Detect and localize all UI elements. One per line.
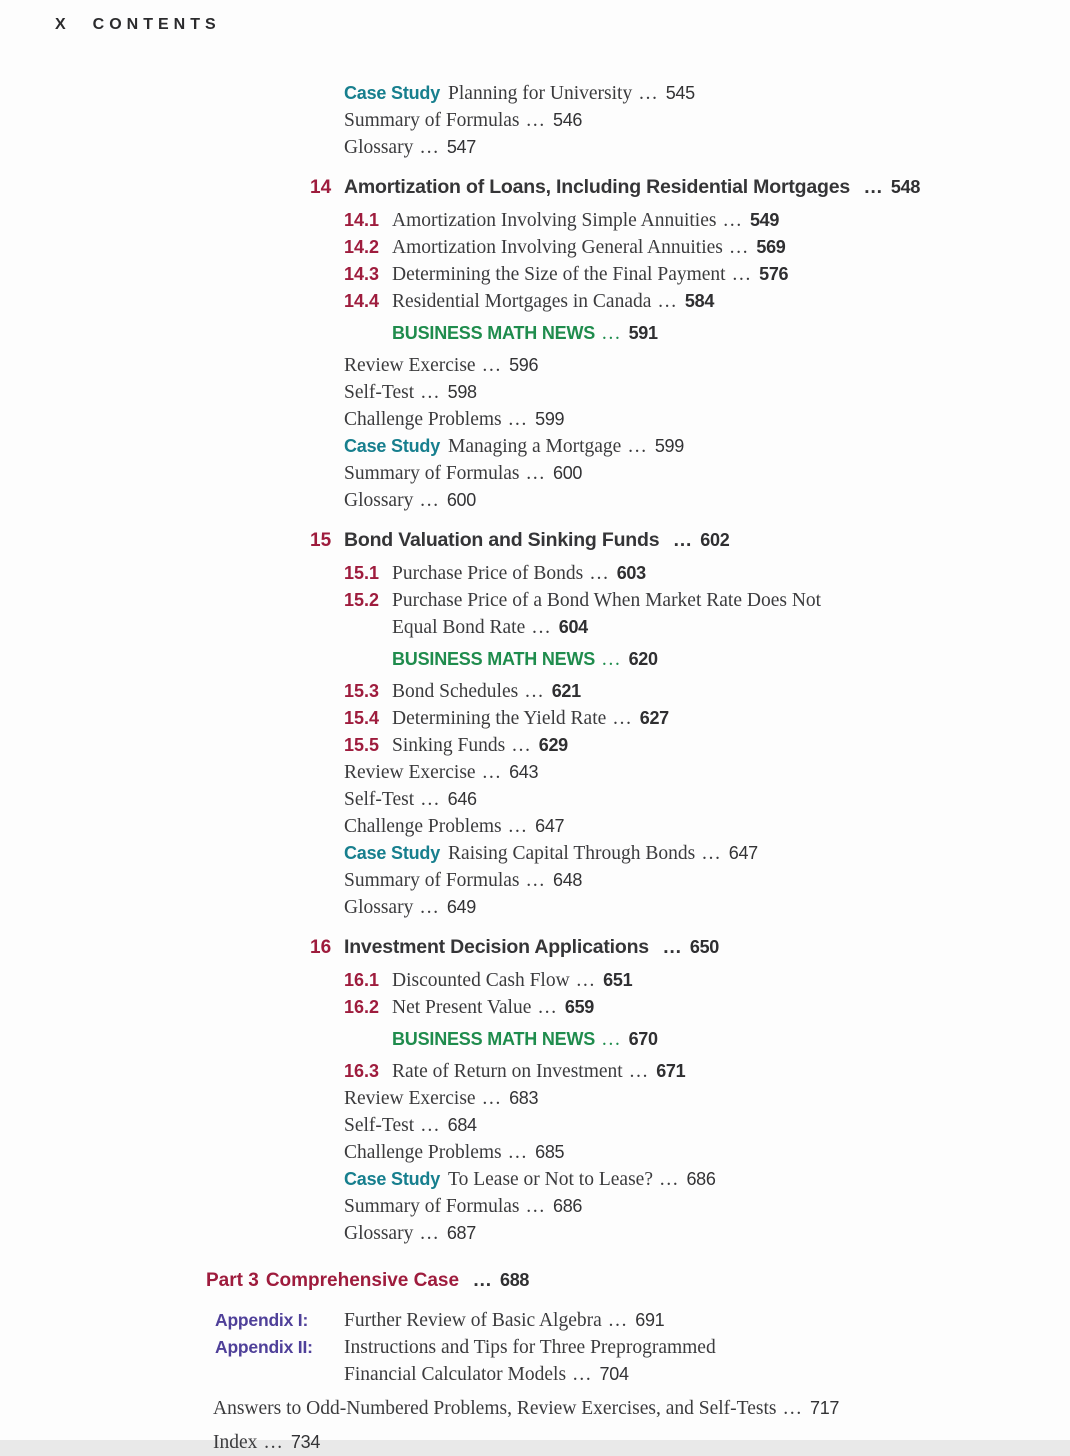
page-number: 596 <box>509 355 539 375</box>
toc-entry <box>344 107 1070 134</box>
business-math-news-label: BUSINESS MATH NEWS <box>392 1029 596 1049</box>
case-study-label: Case Study <box>344 1169 441 1189</box>
toc-section-entry <box>344 234 1070 261</box>
leader-dots: … <box>263 1432 285 1453</box>
toc-entry-label: Challenge Problems <box>344 1142 502 1163</box>
appendix-entry <box>215 1307 1070 1334</box>
page-number: 600 <box>553 463 583 483</box>
page-number: 604 <box>558 617 588 637</box>
toc-entry <box>344 379 1070 406</box>
toc-section-entry <box>344 1058 1070 1085</box>
page-number: 603 <box>616 563 646 583</box>
page-number: 686 <box>686 1169 716 1189</box>
chapter-number: 15 <box>310 530 332 551</box>
leader-dots: … <box>628 1061 651 1082</box>
business-math-news-label: BUSINESS MATH NEWS <box>392 649 596 669</box>
toc-entry <box>344 1085 1070 1112</box>
toc-entry-label: Glossary <box>344 490 414 511</box>
section-label: Bond Schedules <box>392 681 519 702</box>
toc-section-entry <box>344 732 1070 759</box>
leader-dots: … <box>419 137 441 158</box>
toc-entry <box>344 894 1070 921</box>
page-number: 647 <box>535 816 565 836</box>
appendix-label: Appendix I: <box>215 1310 309 1330</box>
appendix-text: Instructions and Tips for Three Preprogrammed <box>344 1337 716 1358</box>
toc-entry-label: Raising Capital Through Bonds <box>448 843 696 864</box>
leader-dots: … <box>465 1269 494 1291</box>
toc-entry-label: Review Exercise <box>344 355 476 376</box>
page-number: 688 <box>499 1270 530 1290</box>
business-math-news-entry <box>392 320 1070 347</box>
section-label: Purchase Price of Bonds <box>392 563 584 584</box>
toc-entry-label: Review Exercise <box>344 1088 476 1109</box>
toc-entry <box>344 406 1070 433</box>
toc-entry-label: Self-Test <box>344 1115 415 1136</box>
page-number: 649 <box>446 897 476 917</box>
leader-dots: … <box>575 970 598 991</box>
page-number: 691 <box>635 1310 665 1330</box>
toc-section-entry-continued <box>392 614 1070 641</box>
page-number: 659 <box>564 997 594 1017</box>
section-number: 15.3 <box>344 681 380 701</box>
toc-entry <box>344 786 1070 813</box>
page-number: 683 <box>509 1088 539 1108</box>
toc-entry-label: Planning for University <box>448 83 633 104</box>
toc-entry-label: Challenge Problems <box>344 816 502 837</box>
toc-entry <box>344 1220 1070 1247</box>
toc-entry-label: Challenge Problems <box>344 409 502 430</box>
leader-dots: … <box>612 708 634 729</box>
toc-chapter-heading <box>310 934 1070 961</box>
toc-entry <box>344 759 1070 786</box>
leader-dots: … <box>507 816 530 837</box>
toc-plain-entry <box>213 1395 1070 1422</box>
leader-dots: … <box>420 382 442 403</box>
section-label: Residential Mortgages in Canada <box>392 291 652 312</box>
section-number: 16.2 <box>344 997 380 1017</box>
section-label: Purchase Price of a Bond When Market Rate Does Not <box>392 590 822 611</box>
page-number: 546 <box>553 110 583 130</box>
toc-entry <box>344 1193 1070 1220</box>
page-number: 704 <box>599 1364 629 1384</box>
page-number: 599 <box>535 409 565 429</box>
page-number: 591 <box>628 323 658 343</box>
leader-dots: … <box>525 463 547 484</box>
toc-section-entry <box>344 967 1070 994</box>
toc-entry-label: Answers to Odd-Numbered Problems, Review Exercises, and Self-Tests <box>213 1398 777 1419</box>
leader-dots: … <box>537 997 559 1018</box>
page-number: 549 <box>749 210 780 230</box>
case-study-entry <box>344 840 1070 867</box>
leader-dots: … <box>627 436 649 457</box>
toc-entry-label: Review Exercise <box>344 762 476 783</box>
toc-entry <box>344 867 1070 894</box>
part-heading <box>206 1267 1070 1294</box>
page-number: 629 <box>538 735 568 755</box>
page-number: 717 <box>809 1398 840 1418</box>
page-number: 569 <box>756 237 786 257</box>
page-header <box>55 16 221 34</box>
toc-entry-label: Summary of Formulas <box>344 110 520 131</box>
toc-entry <box>344 1112 1070 1139</box>
section-number: 15.1 <box>344 563 380 583</box>
section-label: Equal Bond Rate <box>392 617 526 638</box>
page-number: 646 <box>447 789 477 809</box>
leader-dots: … <box>572 1364 594 1385</box>
leader-dots: … <box>601 649 623 670</box>
appendix-text: Financial Calculator Models <box>344 1364 567 1385</box>
leader-dots: … <box>420 1115 442 1136</box>
page-number: 621 <box>551 681 581 701</box>
case-study-entry <box>344 80 1070 107</box>
section-number: 16.3 <box>344 1061 380 1081</box>
leader-dots: … <box>481 355 504 376</box>
toc-section-entry <box>344 705 1070 732</box>
section-number: 14.1 <box>344 210 380 230</box>
appendix-text: Further Review of Basic Algebra <box>344 1310 602 1331</box>
page-number: 670 <box>628 1029 658 1049</box>
section-number: 15.4 <box>344 708 380 728</box>
leader-dots: … <box>525 110 547 131</box>
toc-entry <box>344 813 1070 840</box>
toc-section-entry <box>344 288 1070 315</box>
leader-dots: … <box>731 264 754 285</box>
chapter-title: Bond Valuation and Sinking Funds <box>344 529 660 551</box>
appendix-entry-continued <box>344 1361 1070 1388</box>
case-study-label: Case Study <box>344 843 441 863</box>
toc-entry-label: Summary of Formulas <box>344 1196 520 1217</box>
section-label: Determining the Size of the Final Payment <box>392 264 726 285</box>
toc-section-entry <box>344 994 1070 1021</box>
page-number: 643 <box>509 762 539 782</box>
leader-dots: … <box>507 409 530 430</box>
page-number: 602 <box>700 530 730 550</box>
leader-dots: … <box>481 1088 504 1109</box>
leader-dots: … <box>607 1310 630 1331</box>
chapter-title: Amortization of Loans, Including Residential Mortgages <box>344 176 850 198</box>
leader-dots: … <box>658 1169 681 1190</box>
business-math-news-label: BUSINESS MATH NEWS <box>392 323 596 343</box>
toc-entry-label: Managing a Mortgage <box>448 436 622 457</box>
leader-dots: … <box>654 936 684 958</box>
leader-dots: … <box>782 1398 804 1419</box>
leader-dots: … <box>419 897 441 918</box>
part-number: Part 3 <box>206 1270 259 1291</box>
leader-dots: … <box>728 237 751 258</box>
toc-section-entry <box>344 207 1070 234</box>
section-label: Sinking Funds <box>392 735 506 756</box>
leader-dots: … <box>601 323 623 344</box>
page-number: 599 <box>654 436 684 456</box>
leader-dots: … <box>601 1029 623 1050</box>
toc-entry-label: Glossary <box>344 897 414 918</box>
leader-dots: … <box>531 617 553 638</box>
page-number-label: X <box>55 16 67 33</box>
toc-entry-label: Self-Test <box>344 382 415 403</box>
page-number: 687 <box>446 1223 476 1243</box>
page-number: 648 <box>553 870 583 890</box>
leader-dots: … <box>701 843 723 864</box>
toc-chapter-heading <box>310 174 1070 201</box>
table-of-contents <box>0 80 1070 1456</box>
toc-chapter-heading <box>310 527 1070 554</box>
case-study-entry <box>344 433 1070 460</box>
toc-plain-entry <box>213 1429 1070 1456</box>
leader-dots: … <box>511 735 533 756</box>
page-number: 547 <box>446 137 476 157</box>
section-number: 14.2 <box>344 237 380 257</box>
section-label: Net Present Value <box>392 997 532 1018</box>
leader-dots: … <box>855 176 885 198</box>
toc-entry <box>344 1139 1070 1166</box>
leader-dots: … <box>638 83 660 104</box>
page-number: 650 <box>689 937 720 957</box>
leader-dots: … <box>524 681 546 702</box>
toc-entry-label: Summary of Formulas <box>344 870 520 891</box>
page-number: 620 <box>628 649 658 669</box>
toc-entry-label: Glossary <box>344 137 414 158</box>
section-number: 15.2 <box>344 590 380 610</box>
page-number: 647 <box>728 843 758 863</box>
appendix-label: Appendix II: <box>215 1337 313 1357</box>
toc-section-entry <box>344 560 1070 587</box>
page-number: 548 <box>890 177 921 197</box>
leader-dots: … <box>665 529 695 551</box>
toc-entry-label: To Lease or Not to Lease? <box>448 1169 653 1190</box>
toc-entry <box>344 134 1070 161</box>
section-number: 16.1 <box>344 970 380 990</box>
business-math-news-entry <box>392 1026 1070 1053</box>
section-label: Amortization Involving General Annuities <box>392 237 723 258</box>
leader-dots: … <box>420 789 442 810</box>
chapter-number: 14 <box>310 177 332 198</box>
toc-entry <box>344 352 1070 379</box>
toc-entry-label: Summary of Formulas <box>344 463 520 484</box>
toc-entry-label: Self-Test <box>344 789 415 810</box>
toc-entry <box>344 487 1070 514</box>
page-number: 545 <box>665 83 695 103</box>
section-label: Discounted Cash Flow <box>392 970 570 991</box>
leader-dots: … <box>419 1223 441 1244</box>
toc-section-entry <box>344 587 1070 614</box>
section-label: Rate of Return on Investment <box>392 1061 623 1082</box>
page-number: 627 <box>639 708 669 728</box>
page-number: 651 <box>603 970 633 990</box>
part-title: Comprehensive Case <box>265 1270 460 1291</box>
leader-dots: … <box>481 762 504 783</box>
page-number: 576 <box>759 264 789 284</box>
page-number: 671 <box>656 1061 686 1081</box>
case-study-entry <box>344 1166 1070 1193</box>
section-number: 14.3 <box>344 264 380 284</box>
case-study-label: Case Study <box>344 83 441 103</box>
leader-dots: … <box>657 291 679 312</box>
page-number: 584 <box>684 291 715 311</box>
page-number: 734 <box>290 1432 321 1452</box>
section-label: Determining the Yield Rate <box>392 708 607 729</box>
case-study-label: Case Study <box>344 436 441 456</box>
page-number: 686 <box>553 1196 583 1216</box>
page-number: 598 <box>447 382 477 402</box>
section-number: 15.5 <box>344 735 380 755</box>
chapter-title: Investment Decision Applications <box>344 936 649 958</box>
contents-title: CONTENTS <box>92 16 221 33</box>
toc-entry <box>344 460 1070 487</box>
leader-dots: … <box>525 870 547 891</box>
toc-section-entry <box>344 261 1070 288</box>
leader-dots: … <box>419 490 441 511</box>
toc-section-entry <box>344 678 1070 705</box>
leader-dots: … <box>722 210 744 231</box>
section-number: 14.4 <box>344 291 380 311</box>
appendix-entry <box>215 1334 1070 1361</box>
leader-dots: … <box>525 1196 547 1217</box>
page-number: 684 <box>447 1115 477 1135</box>
chapter-number: 16 <box>310 937 332 958</box>
toc-entry-label: Glossary <box>344 1223 414 1244</box>
page-number: 685 <box>535 1142 565 1162</box>
leader-dots: … <box>507 1142 530 1163</box>
business-math-news-entry <box>392 646 1070 673</box>
page-number: 600 <box>446 490 476 510</box>
toc-entry-label: Index <box>213 1432 258 1453</box>
section-label: Amortization Involving Simple Annuities <box>392 210 717 231</box>
leader-dots: … <box>589 563 611 584</box>
